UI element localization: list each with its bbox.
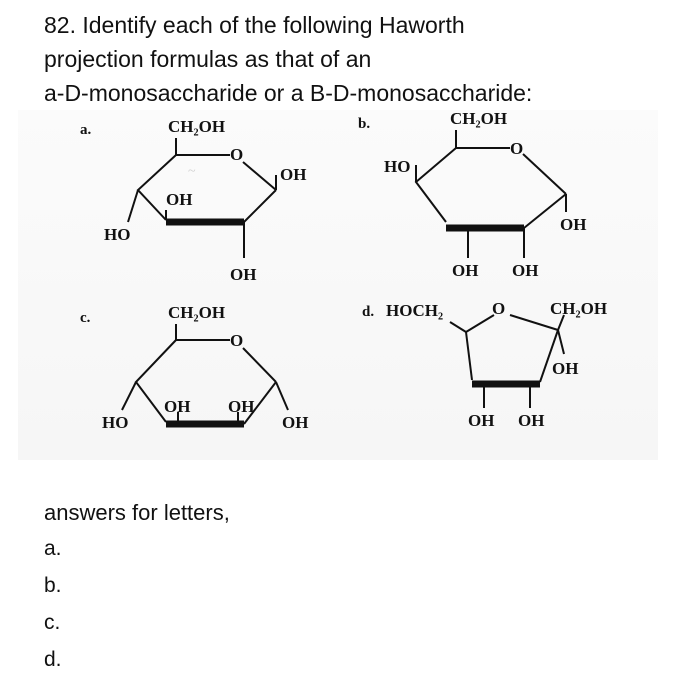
structure-b-ring-oxygen: O bbox=[510, 139, 524, 158]
structure-d-ring-left-bond bbox=[466, 332, 472, 380]
structure-d-oh-bottom-left: OH bbox=[468, 411, 495, 430]
structure-d-ring-top-left-bond bbox=[466, 315, 494, 332]
structure-c-ring-right-bond bbox=[243, 348, 276, 382]
answer-item-d: d. bbox=[44, 648, 62, 671]
answer-list bbox=[44, 535, 62, 683]
structure-a-ring-right-lower-bond bbox=[244, 190, 276, 222]
structure-d-oh-bottom-right: OH bbox=[518, 411, 545, 430]
haworth-structures bbox=[18, 110, 658, 460]
structure-d-c6-bond bbox=[450, 322, 466, 332]
figure-background-mark: ~ bbox=[188, 164, 196, 179]
structure-c-ring-oxygen: O bbox=[230, 331, 244, 350]
structure-b-ring-right-bond bbox=[523, 154, 566, 194]
question-line-3: a-D-monosaccharide or a B-D-monosaccharide: bbox=[44, 80, 533, 106]
structure-c bbox=[80, 303, 308, 432]
structure-c-oh-inner-left: OH bbox=[164, 397, 191, 416]
structure-b-oh-bottom-left: OH bbox=[452, 261, 479, 280]
structure-a-letter: a. bbox=[80, 122, 92, 138]
structure-a-ring-oxygen: O bbox=[230, 145, 244, 164]
structure-d-c1-down-bond bbox=[558, 330, 564, 354]
structure-d-ch2oh: CH₂OH bbox=[550, 299, 608, 318]
structure-d-letter: d. bbox=[362, 304, 375, 320]
structure-a-oh-inner: OH bbox=[166, 190, 193, 209]
structure-c-oh-inner-right: OH bbox=[228, 397, 255, 416]
question-line-2: projection formulas as that of an bbox=[44, 46, 372, 72]
structure-b-ring-left-bonds bbox=[416, 148, 456, 222]
structure-c-ho-left: HO bbox=[102, 413, 129, 432]
structure-a-ring-right-bond bbox=[243, 162, 276, 190]
structure-b-letter: b. bbox=[358, 116, 371, 132]
structure-b-oh-bottom-right: OH bbox=[512, 261, 539, 280]
question-line-1: 82. Identify each of the following Haworth bbox=[44, 12, 465, 38]
structure-a-ho-left: HO bbox=[104, 225, 131, 244]
structure-d-ring-oxygen: O bbox=[492, 299, 506, 318]
structure-b-oh-right: OH bbox=[560, 215, 587, 234]
structure-c-ch2oh: CH₂OH bbox=[168, 303, 226, 322]
answer-item-b: b. bbox=[44, 574, 62, 597]
answer-item-c: c. bbox=[44, 611, 61, 634]
structure-c-oh-right: OH bbox=[282, 413, 309, 432]
structure-a-oh-right: OH bbox=[280, 165, 307, 184]
structure-d bbox=[362, 299, 607, 430]
structure-c-c4-down-bond bbox=[122, 382, 136, 410]
structure-c-letter: c. bbox=[80, 310, 91, 326]
structure-a-ring-left-bonds bbox=[138, 155, 176, 220]
structure-b-ho-left: HO bbox=[384, 157, 411, 176]
structure-d-hoch2: HOCH₂ bbox=[386, 301, 444, 320]
structure-b bbox=[358, 110, 586, 280]
question-text bbox=[44, 8, 644, 110]
structure-a-ch2oh: CH₂OH bbox=[168, 117, 226, 136]
structure-d-oh-right: OH bbox=[552, 359, 579, 378]
structure-a-oh-bottom: OH bbox=[230, 265, 257, 284]
structure-a-c4-down-bond bbox=[128, 190, 138, 222]
haworth-figure bbox=[18, 110, 658, 460]
structure-a bbox=[80, 117, 306, 284]
structure-b-ch2oh: CH₂OH bbox=[450, 110, 508, 128]
answers-heading: answers for letters, bbox=[44, 500, 230, 525]
structure-c-c1-down-bond bbox=[276, 382, 288, 410]
answer-item-a: a. bbox=[44, 537, 62, 560]
